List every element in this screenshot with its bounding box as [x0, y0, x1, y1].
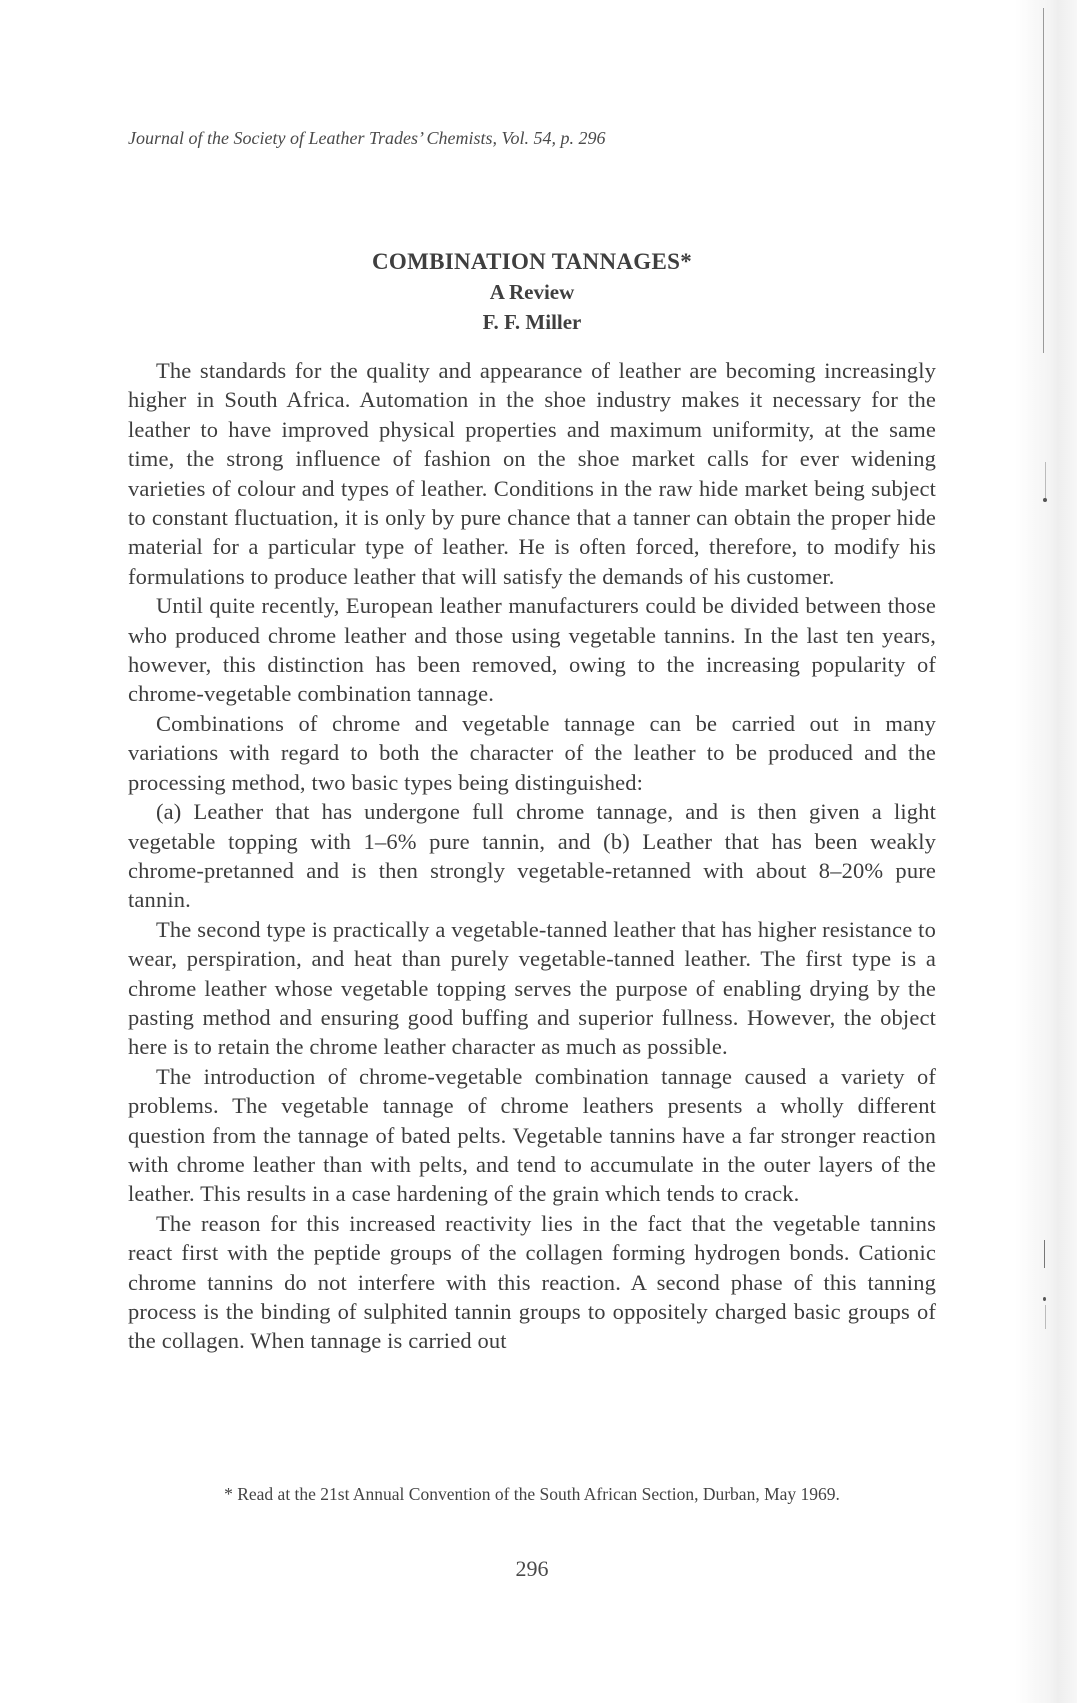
- article-title: COMBINATION TANNAGES*: [371, 249, 693, 274]
- running-head: Journal of the Society of Leather Trades’ Chemists, Vol. 54, p. 296: [128, 128, 606, 148]
- title-block: [128, 247, 936, 337]
- paragraph: The standards for the quality and appearance of leather are becoming increasingly higher in South Africa. Automation in the shoe industry makes it necessary for the leather to have improved physical properties and maximum uniformity, at the same time, the strong influence of fashion on the shoe market calls for ever widening varieties of colour and types of leather. Conditions in the raw hide market being subject to constant fluctuation, it is only by pure chance that a tanner can obtain the proper hide material for a particular type of leather. He is often forced, therefore, to modify his formulations to produce leather that will satisfy the demands of his customer.: [128, 358, 936, 589]
- footnote: * Read at the 21st Annual Convention of the South African Section, Durban, May 1969.: [224, 1484, 840, 1504]
- scan-edge-mark: [1043, 498, 1047, 502]
- scan-edge-mark: [1045, 462, 1046, 498]
- paragraph: The reason for this increased reactivity lies in the fact that the vegetable tannins react first with the peptide groups of the collagen forming hydrogen bonds. Cationic chrome tannins do not interfere with this reaction. A second phase of this tanning process is the binding of sulphited tannin groups to oppositely charged basic groups of the collagen. When tannage is carried out: [128, 1210, 936, 1354]
- paragraph: Combinations of chrome and vegetable tannage can be carried out in many variations with regard to both the character of the leather to be produced and the processing method, two basic types being distinguished:: [128, 710, 936, 795]
- scan-edge-mark: [1043, 1297, 1046, 1301]
- paragraph: The second type is practically a vegetable-tanned leather that has higher resistance to wear, perspiration, and heat than purely vegetable-tanned leather. The first type is a chrome leather whose vegetable topping serves the purpose of enabling drying by the pasting method and ensuring good buffing and superior fullness. However, the object here is to retain the chrome leather character as much as possible.: [128, 916, 936, 1060]
- scan-page-edge-shadow: [1015, 0, 1077, 1703]
- article-author: F. F. Miller: [482, 310, 582, 334]
- paragraph: The introduction of chrome-vegetable combination tannage caused a variety of problems. The vegetable tannage of chrome leathers presents a wholly different question from the tannage of bated pelts. Vegetable tannins have a far stronger reaction with chrome leather than with pelts, and tend to accumulate in the outer layers of the leather. This results in a case hardening of the grain which tends to crack.: [128, 1063, 936, 1207]
- article-body: [128, 356, 936, 1356]
- paragraph: Until quite recently, European leather manufacturers could be divided between those who produced chrome leather and those using vegetable tannins. In the last ten years, however, this distinction has been removed, owing to the increasing popularity of chrome-vegetable combination tannage.: [128, 593, 936, 707]
- page-number: 296: [515, 1556, 549, 1581]
- article-subtitle: A Review: [489, 280, 575, 304]
- paragraph: (a) Leather that has undergone full chrome tannage, and is then given a light vegetable topping with 1–6% pure tannin, and (b) Leather that has been weakly chrome-pretanned and is then strongly vegetable-retanned with about 8–20% pure tannin.: [128, 799, 936, 913]
- scan-page-edge-line: [1043, 8, 1044, 353]
- scan-edge-mark: [1045, 1305, 1046, 1329]
- scan-edge-mark: [1044, 1240, 1045, 1268]
